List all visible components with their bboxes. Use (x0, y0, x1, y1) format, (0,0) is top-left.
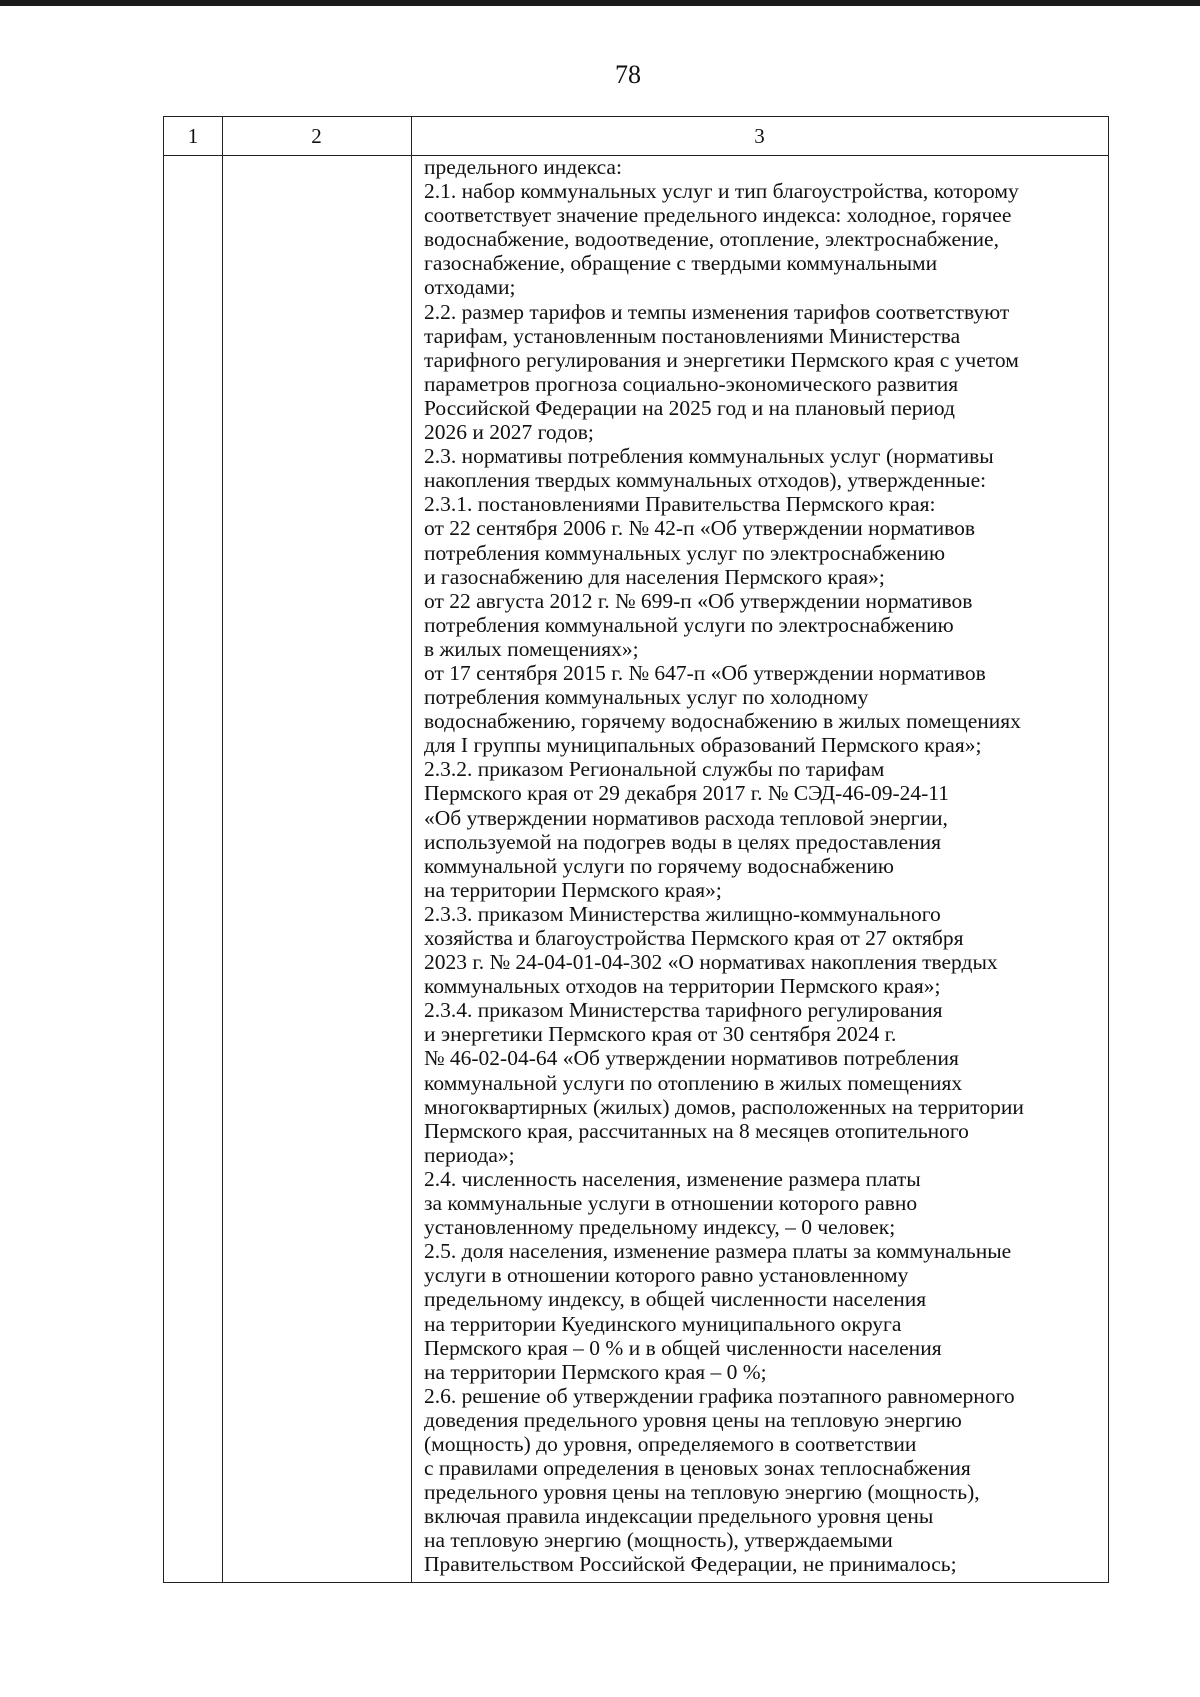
text-line: водоснабжение, водоотведение, отопление, электроснабжение, (424, 227, 999, 252)
text-line: в жилых помещениях»; (424, 636, 639, 661)
text-line: (мощность) до уровня, определяемого в соответствии (424, 1431, 917, 1456)
text-line: предельного индекса: (424, 155, 622, 179)
text-line: от 17 сентября 2015 г. № 647-п «Об утверждении нормативов (424, 660, 986, 685)
text-line: предельного уровня цены на тепловую энергию (мощность), (424, 1480, 980, 1505)
text-line: Правительством Российской Федерации, не принималось; (424, 1552, 957, 1577)
text-line: тарифного регулирования и энергетики Пермского края с учетом (424, 347, 1019, 372)
text-line: тарифам, установленным постановлениями Министерства (424, 323, 961, 348)
text-line: 2.3.2. приказом Региональной службы по тарифам (424, 757, 885, 782)
text-line: коммунальных отходов на территории Пермского края»; (424, 974, 941, 999)
text-line: хозяйства и благоустройства Пермского края от 27 октября (424, 926, 964, 950)
text-line: на территории Куединского муниципального округа (424, 1311, 902, 1336)
column-header-1: 1 (187, 124, 199, 148)
text-line: потребления коммунальных услуг по холодному (424, 685, 869, 710)
column-divider-2 (411, 117, 412, 1582)
text-line: и энергетики Пермского края от 30 сентября 2024 г. (424, 1022, 897, 1047)
text-line: Пермского края – 0 % и в общей численности населения (424, 1335, 942, 1360)
column-header-2: 2 (311, 124, 322, 148)
text-line: на территории Пермского края»; (424, 877, 722, 902)
text-line: Пермского края, рассчитанных на 8 месяцев отопительного (424, 1118, 969, 1143)
text-line: накопления твердых коммунальных отходов), утвержденные: (424, 468, 987, 493)
text-line: на тепловую энергию (мощность), утверждаемыми (424, 1528, 893, 1553)
text-line: предельному индексу, в общей численности населения (424, 1287, 927, 1312)
text-line: Пермского края от 29 декабря 2017 г. № СЭД-46-09-24-11 (424, 781, 950, 806)
text-line: потребления коммунальной услуги по электроснабжению (424, 612, 954, 637)
text-line: коммунальной услуги по горячему водоснабжению (424, 853, 894, 878)
text-line: от 22 августа 2012 г. № 699-п «Об утверждении нормативов (424, 588, 973, 613)
text-line: 2026 и 2027 годов; (424, 420, 594, 445)
text-line: доведения предельного уровня цены на тепловую энергию (424, 1407, 962, 1432)
text-line: соответствует значение предельного индекса: холодное, горячее (424, 203, 1012, 228)
text-line: 2.3.1. постановлениями Правительства Пермского края: (424, 492, 936, 517)
text-line: 2.5. доля населения, изменение размера платы за коммунальные (424, 1239, 1012, 1264)
page-number: 78 (615, 60, 641, 89)
text-line: установленному предельному индексу, – 0 человек; (424, 1215, 896, 1240)
text-line: 2.3.4. приказом Министерства тарифного регулирования (424, 998, 943, 1023)
text-line: водоснабжению, горячему водоснабжению в жилых помещениях (424, 709, 1021, 734)
column-divider-1 (222, 117, 223, 1582)
text-line: «Об утверждении нормативов расхода тепловой энергии, (424, 805, 948, 830)
text-line: 2.2. размер тарифов и темпы изменения тарифов соответствуют (424, 299, 1010, 324)
text-line: для I группы муниципальных образований Пермского края»; (424, 733, 982, 758)
text-line: потребления коммунальных услуг по электроснабжению (424, 540, 946, 565)
text-line: газоснабжение, обращение с твердыми коммунальными (424, 251, 938, 276)
text-line: включая правила индексации предельного уровня цены (424, 1504, 934, 1529)
text-line: многоквартирных (жилых) домов, расположенных на территории (424, 1094, 1024, 1119)
text-line: 2.3. нормативы потребления коммунальных услуг (нормативы (424, 444, 994, 469)
scan-top-edge (0, 0, 1200, 6)
text-line: и газоснабжению для населения Пермского края»; (424, 564, 885, 589)
text-line: 2023 г. № 24-04-01-04-302 «О нормативах накопления твердых (424, 950, 998, 975)
text-line: используемой на подогрев воды в целях предоставления (424, 829, 941, 854)
text-line: периода»; (424, 1142, 515, 1167)
text-line: 2.1. набор коммунальных услуг и тип благоустройства, которому (424, 179, 1019, 204)
text-line: 2.3.3. приказом Министерства жилищно-коммунального (424, 901, 941, 926)
column-header-3: 3 (754, 124, 765, 148)
text-line: на территории Пермского края – 0 %; (424, 1359, 767, 1384)
text-line: параметров прогноза социально-экономического развития (424, 371, 959, 396)
text-line: с правилами определения в ценовых зонах теплоснабжения (424, 1456, 971, 1481)
text-line: № 46-02-04-64 «Об утверждении нормативов потребления (424, 1046, 959, 1071)
text-line: отходами; (424, 275, 516, 300)
text-line: коммунальной услуги по отоплению в жилых помещениях (424, 1070, 963, 1095)
text-line: 2.4. численность населения, изменение размера платы (424, 1166, 921, 1191)
text-line: за коммунальные услуги в отношении которого равно (424, 1191, 918, 1216)
text-line: Российской Федерации на 2025 год и на плановый период (424, 395, 955, 420)
text-line: 2.6. решение об утверждении графика поэтапного равномерного (424, 1383, 1015, 1408)
text-line: от 22 сентября 2006 г. № 42-п «Об утверждении нормативов (424, 516, 976, 541)
column-3-text (424, 155, 1108, 1577)
text-line: услуги в отношении которого равно установленному (424, 1263, 909, 1288)
